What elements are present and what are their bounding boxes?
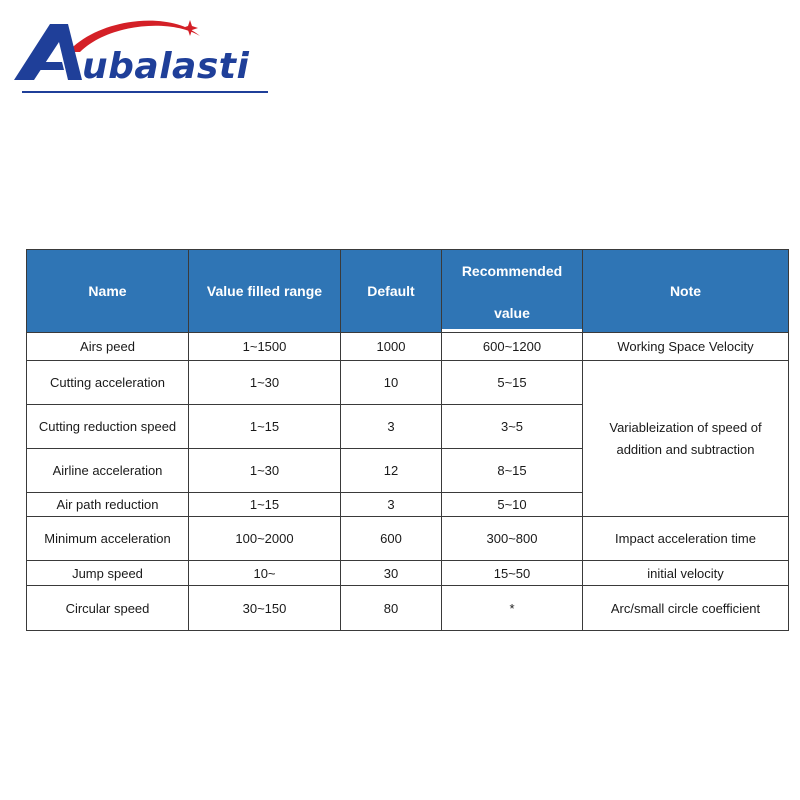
- cell-range: 10~: [189, 561, 341, 586]
- cell-name: Air path reduction: [27, 493, 189, 517]
- brand-logo: [10, 12, 270, 87]
- cell-recommended: *: [442, 586, 583, 631]
- cell-note: Arc/small circle coefficient: [583, 586, 789, 631]
- cell-name: Airs peed: [27, 333, 189, 361]
- cell-name: Circular speed: [27, 586, 189, 631]
- cell-range: 1~30: [189, 449, 341, 493]
- logo-underline: [22, 91, 268, 93]
- cell-recommended: 600~1200: [442, 333, 583, 361]
- header-recommended-line2: value: [494, 305, 530, 321]
- cell-note-merged: [583, 361, 789, 517]
- cell-note: Impact acceleration time: [583, 517, 789, 561]
- table-row: [27, 561, 789, 586]
- cell-name: Airline acceleration: [27, 449, 189, 493]
- header-name: Name: [27, 250, 189, 333]
- cell-range: 1~1500: [189, 333, 341, 361]
- header-recommended: [442, 250, 583, 333]
- header-note: Note: [583, 250, 789, 333]
- cell-name: Jump speed: [27, 561, 189, 586]
- merged-note-line2: addition and subtraction: [616, 441, 755, 457]
- cell-default: 3: [341, 405, 442, 449]
- cell-default: 600: [341, 517, 442, 561]
- table-row: [27, 361, 789, 405]
- header-recommended-line1: Recommended: [461, 263, 563, 279]
- cell-range: 30~150: [189, 586, 341, 631]
- cell-recommended: 3~5: [442, 405, 583, 449]
- cell-note: Working Space Velocity: [583, 333, 789, 361]
- header-default: Default: [341, 250, 442, 333]
- cell-recommended: 8~15: [442, 449, 583, 493]
- brand-name: ubalasti: [82, 46, 250, 87]
- cell-recommended: 5~10: [442, 493, 583, 517]
- cell-name: Cutting reduction speed: [27, 405, 189, 449]
- table-row: [27, 517, 789, 561]
- cell-default: 12: [341, 449, 442, 493]
- cell-name: Minimum acceleration: [27, 517, 189, 561]
- table-row: [27, 333, 789, 361]
- header-range: Value filled range: [189, 250, 341, 333]
- cell-default: 1000: [341, 333, 442, 361]
- cell-range: 1~30: [189, 361, 341, 405]
- cell-range: 100~2000: [189, 517, 341, 561]
- cell-range: 1~15: [189, 493, 341, 517]
- cell-recommended: 15~50: [442, 561, 583, 586]
- header-underline: [442, 329, 582, 332]
- cell-default: 80: [341, 586, 442, 631]
- cell-range: 1~15: [189, 405, 341, 449]
- cell-default: 3: [341, 493, 442, 517]
- table-header-row: [27, 250, 789, 333]
- merged-note-line1: Variableization of speed of: [609, 419, 762, 435]
- cell-default: 30: [341, 561, 442, 586]
- cell-note: initial velocity: [583, 561, 789, 586]
- cell-recommended: 5~15: [442, 361, 583, 405]
- cell-default: 10: [341, 361, 442, 405]
- table-row: [27, 586, 789, 631]
- cell-recommended: 300~800: [442, 517, 583, 561]
- cell-name: Cutting acceleration: [27, 361, 189, 405]
- parameter-table: [26, 249, 789, 631]
